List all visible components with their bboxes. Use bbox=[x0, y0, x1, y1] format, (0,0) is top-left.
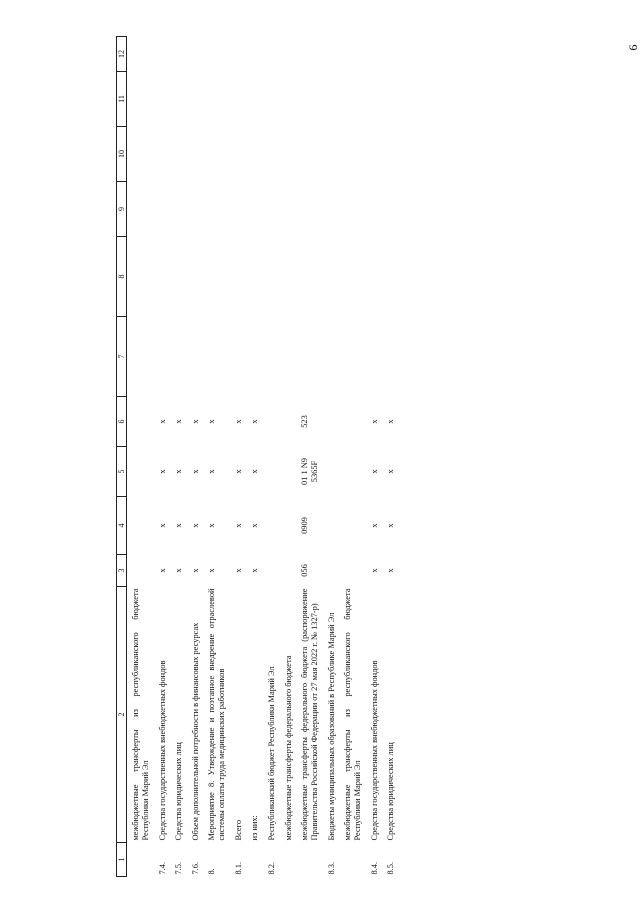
table-row bbox=[154, 37, 171, 877]
cell-col6 bbox=[323, 397, 340, 447]
cell-col5 bbox=[263, 447, 280, 497]
empty-cell bbox=[263, 317, 280, 397]
funding-table bbox=[116, 36, 399, 877]
empty-cell bbox=[230, 37, 247, 72]
row-name: Бюджеты муниципальных образований в Республике Марий Эл bbox=[326, 612, 336, 841]
row-number bbox=[296, 843, 322, 877]
cell-col4 bbox=[263, 497, 280, 555]
empty-cell bbox=[154, 317, 171, 397]
row-name: из них: bbox=[250, 815, 260, 841]
empty-cell bbox=[366, 37, 383, 72]
empty-cell bbox=[296, 37, 322, 72]
empty-cell bbox=[170, 37, 187, 72]
cell-col5: x bbox=[250, 469, 260, 474]
cell-col6 bbox=[339, 397, 365, 447]
empty-cell bbox=[280, 182, 297, 237]
cell-col6: x bbox=[190, 419, 200, 424]
table-row bbox=[187, 37, 204, 877]
empty-cell bbox=[382, 37, 399, 72]
cell-col3 bbox=[127, 555, 154, 587]
header-cell: 1 bbox=[117, 843, 127, 877]
empty-cell bbox=[187, 37, 204, 72]
empty-cell bbox=[296, 72, 322, 127]
empty-cell bbox=[323, 317, 340, 397]
cell-col6: x bbox=[174, 419, 184, 424]
cell-col6: x bbox=[233, 419, 243, 424]
cell-col4 bbox=[127, 497, 154, 555]
cell-col5: x bbox=[233, 469, 243, 474]
empty-cell bbox=[170, 237, 187, 317]
empty-cell bbox=[323, 127, 340, 182]
empty-cell bbox=[154, 127, 171, 182]
cell-col4: x bbox=[157, 523, 167, 528]
cell-col6 bbox=[280, 397, 297, 447]
empty-cell bbox=[203, 72, 229, 127]
row-name: Республиканский бюджет Республики Марий Эл bbox=[267, 666, 277, 841]
empty-cell bbox=[230, 182, 247, 237]
empty-cell bbox=[230, 127, 247, 182]
header-cell: 6 bbox=[117, 397, 127, 447]
cell-col6 bbox=[263, 397, 280, 447]
cell-col3 bbox=[339, 555, 365, 587]
cell-col5: x bbox=[207, 469, 217, 474]
empty-cell bbox=[280, 127, 297, 182]
cell-col4 bbox=[339, 497, 365, 555]
empty-cell bbox=[127, 317, 154, 397]
row-number bbox=[280, 843, 297, 877]
cell-col3: x bbox=[250, 568, 260, 573]
empty-cell bbox=[170, 182, 187, 237]
row-number: 7.6. bbox=[190, 861, 200, 875]
empty-cell bbox=[323, 37, 340, 72]
cell-col4 bbox=[280, 497, 297, 555]
cell-col5: x bbox=[174, 469, 184, 474]
header-cell: 10 bbox=[117, 127, 127, 182]
empty-cell bbox=[187, 317, 204, 397]
empty-cell bbox=[246, 317, 263, 397]
row-name: Средства юридических лиц bbox=[386, 742, 396, 841]
header-cell: 3 bbox=[117, 555, 127, 587]
cell-col4: x bbox=[174, 523, 184, 528]
empty-cell bbox=[187, 127, 204, 182]
empty-cell bbox=[263, 127, 280, 182]
table-row bbox=[230, 37, 247, 877]
row-name: Средства государственных внебюджетных фондов bbox=[369, 660, 379, 841]
row-number: 8.1. bbox=[233, 861, 243, 875]
empty-cell bbox=[246, 37, 263, 72]
empty-cell bbox=[263, 37, 280, 72]
row-number: 8.2. bbox=[267, 861, 277, 875]
cell-col5 bbox=[339, 447, 365, 497]
empty-cell bbox=[280, 37, 297, 72]
cell-col6 bbox=[127, 397, 154, 447]
empty-cell bbox=[366, 182, 383, 237]
empty-cell bbox=[280, 237, 297, 317]
header-cell: 8 bbox=[117, 237, 127, 317]
header-cell: 7 bbox=[117, 317, 127, 397]
row-number bbox=[127, 843, 154, 877]
table-row bbox=[382, 37, 399, 877]
row-number: 8.5. bbox=[386, 861, 396, 875]
empty-cell bbox=[154, 37, 171, 72]
empty-cell bbox=[127, 182, 154, 237]
cell-col3: x bbox=[369, 568, 379, 573]
cell-col5: 01 1 N9 5365F bbox=[300, 458, 320, 485]
table-row bbox=[323, 37, 340, 877]
empty-cell bbox=[230, 237, 247, 317]
cell-col5: x bbox=[369, 469, 379, 474]
cell-col3: x bbox=[233, 568, 243, 573]
cell-col4: x bbox=[386, 523, 396, 528]
empty-cell bbox=[127, 237, 154, 317]
table-row bbox=[170, 37, 187, 877]
empty-cell bbox=[296, 237, 322, 317]
empty-cell bbox=[127, 127, 154, 182]
row-name: межбюджетные трансферты федерального бюджета (распоряжение Правительства Российской Федерации от 27 мая 2022 г. № 1327-р) bbox=[300, 588, 320, 841]
empty-cell bbox=[230, 72, 247, 127]
header-cell: 11 bbox=[117, 72, 127, 127]
cell-col6: x bbox=[157, 419, 167, 424]
empty-cell bbox=[203, 317, 229, 397]
empty-cell bbox=[280, 72, 297, 127]
table-row bbox=[339, 37, 365, 877]
cell-col4 bbox=[323, 497, 340, 555]
cell-col3: 056 bbox=[300, 564, 310, 577]
empty-cell bbox=[296, 182, 322, 237]
row-name: Средства государственных внебюджетных фондов bbox=[157, 660, 167, 841]
cell-col3: x bbox=[190, 568, 200, 573]
cell-col3: x bbox=[386, 568, 396, 573]
empty-cell bbox=[263, 182, 280, 237]
empty-cell bbox=[263, 72, 280, 127]
cell-col5 bbox=[127, 447, 154, 497]
empty-cell bbox=[246, 72, 263, 127]
table-row bbox=[263, 37, 280, 877]
header-cell: 5 bbox=[117, 447, 127, 497]
cell-col4: x bbox=[190, 523, 200, 528]
cell-col6: x bbox=[386, 419, 396, 424]
row-name: Объем дополнительной потребности в финансовых ресурсах bbox=[190, 622, 200, 841]
empty-cell bbox=[382, 237, 399, 317]
empty-cell bbox=[170, 127, 187, 182]
cell-col6: 523 bbox=[300, 415, 310, 428]
empty-cell bbox=[366, 317, 383, 397]
row-number bbox=[339, 843, 365, 877]
header-cell: 4 bbox=[117, 497, 127, 555]
empty-cell bbox=[366, 72, 383, 127]
empty-cell bbox=[170, 317, 187, 397]
empty-cell bbox=[127, 37, 154, 72]
cell-col3 bbox=[263, 555, 280, 587]
header-row bbox=[117, 37, 127, 877]
empty-cell bbox=[263, 237, 280, 317]
empty-cell bbox=[296, 127, 322, 182]
empty-cell bbox=[203, 237, 229, 317]
empty-cell bbox=[127, 72, 154, 127]
row-number bbox=[246, 843, 263, 877]
empty-cell bbox=[339, 237, 365, 317]
table-row bbox=[366, 37, 383, 877]
empty-cell bbox=[154, 237, 171, 317]
row-name: межбюджетные трансферты федерального бюджета bbox=[283, 655, 293, 841]
row-name: Всего bbox=[233, 819, 243, 841]
empty-cell bbox=[246, 127, 263, 182]
row-name: межбюджетные трансферты из республиканского бюджета Республики Марий Эл bbox=[131, 588, 150, 841]
empty-cell bbox=[203, 182, 229, 237]
empty-cell bbox=[382, 317, 399, 397]
table-row bbox=[296, 37, 322, 877]
empty-cell bbox=[203, 37, 229, 72]
cell-col5: x bbox=[157, 469, 167, 474]
empty-cell bbox=[323, 182, 340, 237]
header-cell: 12 bbox=[117, 37, 127, 72]
empty-cell bbox=[366, 127, 383, 182]
cell-col3: x bbox=[207, 568, 217, 573]
row-name: межбюджетные трансферты из республиканского бюджета Республики Марий Эл bbox=[343, 588, 363, 841]
empty-cell bbox=[203, 127, 229, 182]
row-number: 7.4. bbox=[157, 861, 167, 875]
empty-cell bbox=[187, 182, 204, 237]
empty-cell bbox=[323, 237, 340, 317]
row-number: 8.4. bbox=[369, 861, 379, 875]
empty-cell bbox=[382, 72, 399, 127]
empty-cell bbox=[339, 317, 365, 397]
cell-col4: x bbox=[233, 523, 243, 528]
row-name: Мероприятие 8. Утверждение и поэтапное внедрение отраслевой системы оплаты труда медицинских работников bbox=[207, 588, 227, 841]
table-body bbox=[127, 37, 399, 877]
empty-cell bbox=[339, 72, 365, 127]
empty-cell bbox=[382, 182, 399, 237]
cell-col4: x bbox=[369, 523, 379, 528]
cell-col4: x bbox=[250, 523, 260, 528]
cell-col3: x bbox=[174, 568, 184, 573]
page-number: 9 bbox=[626, 44, 641, 51]
cell-col5 bbox=[323, 447, 340, 497]
cell-col5: x bbox=[386, 469, 396, 474]
empty-cell bbox=[323, 72, 340, 127]
header-cell: 2 bbox=[117, 587, 127, 843]
cell-col3 bbox=[323, 555, 340, 587]
table-row bbox=[203, 37, 229, 877]
row-number: 8.3. bbox=[326, 861, 336, 875]
empty-cell bbox=[280, 317, 297, 397]
rotated-table-container bbox=[116, 37, 606, 877]
empty-cell bbox=[366, 237, 383, 317]
empty-cell bbox=[382, 127, 399, 182]
empty-cell bbox=[187, 237, 204, 317]
row-number: 8. bbox=[207, 868, 217, 875]
empty-cell bbox=[230, 317, 247, 397]
cell-col6: x bbox=[369, 419, 379, 424]
empty-cell bbox=[154, 72, 171, 127]
empty-cell bbox=[187, 72, 204, 127]
empty-cell bbox=[296, 317, 322, 397]
table-row bbox=[246, 37, 263, 877]
cell-col5 bbox=[280, 447, 297, 497]
cell-col6: x bbox=[250, 419, 260, 424]
cell-col3: x bbox=[157, 568, 167, 573]
row-number: 7.5. bbox=[174, 861, 184, 875]
empty-cell bbox=[339, 182, 365, 237]
cell-col3 bbox=[280, 555, 297, 587]
cell-col4: 0909 bbox=[300, 517, 310, 534]
empty-cell bbox=[246, 182, 263, 237]
empty-cell bbox=[339, 37, 365, 72]
cell-col5: x bbox=[190, 469, 200, 474]
empty-cell bbox=[246, 237, 263, 317]
empty-cell bbox=[339, 127, 365, 182]
row-name: Средства юридических лиц bbox=[174, 742, 184, 841]
table-row bbox=[280, 37, 297, 877]
cell-col4: x bbox=[207, 523, 217, 528]
empty-cell bbox=[154, 182, 171, 237]
empty-cell bbox=[170, 72, 187, 127]
cell-col6: x bbox=[207, 419, 217, 424]
header-cell: 9 bbox=[117, 182, 127, 237]
table-row bbox=[127, 37, 154, 877]
